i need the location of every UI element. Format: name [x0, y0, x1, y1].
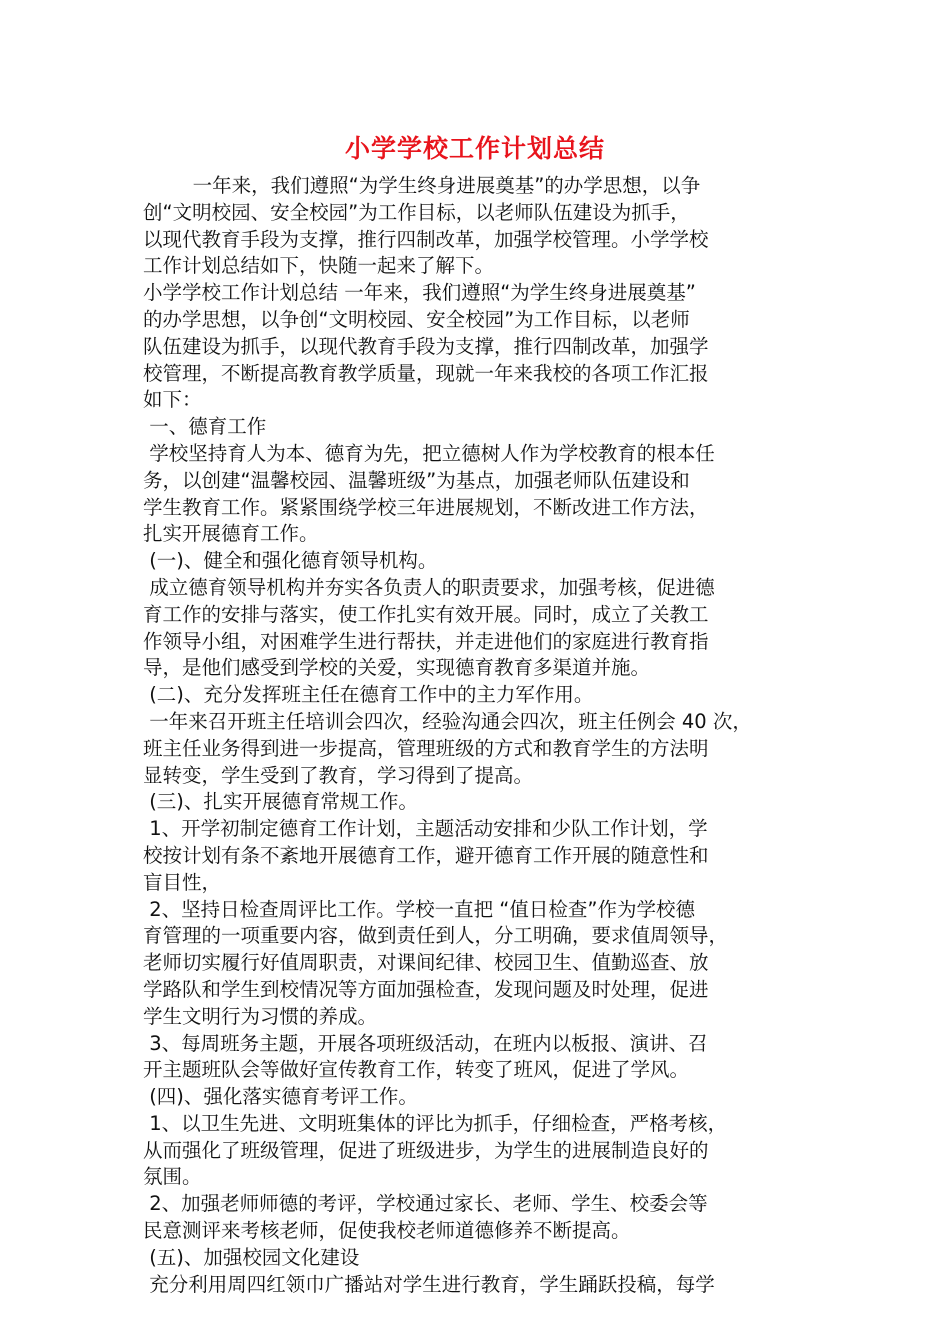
document-body	[143, 173, 823, 1298]
text-line: 学校坚持育人为本、德育为先，把立德树人作为学校教育的根本任	[143, 441, 715, 465]
text-line: 校管理，不断提高教育教学质量，现就一年来我校的各项工作汇报	[143, 361, 709, 385]
document-title: 小学学校工作计划总结	[344, 134, 605, 163]
text-line: 开主题班队会等做好宣传教育工作，转变了班风，促进了学风。	[143, 1058, 690, 1082]
text-line: 育工作的安排与落实，使工作扎实有效开展。同时，成立了关教工	[143, 602, 709, 626]
text-line: 小学学校工作计划总结 一年来，我们遵照“为学生终身进展奠基”	[143, 281, 696, 305]
text-line: 的办学思想，以争创“文明校园、安全校园”为工作目标，以老师	[143, 307, 690, 331]
text-line: 2、加强老师师德的考评，学校通过家长、老师、学生、校委会等	[143, 1192, 708, 1216]
text-line: 创“文明校园、安全校园”为工作目标，以老师队伍建设为抓手，	[143, 200, 690, 224]
text-line: 如下：	[143, 388, 202, 412]
text-line: 1、开学初制定德育工作计划，主题活动安排和少队工作计划，学	[143, 817, 708, 841]
text-line: 民意测评来考核老师，促使我校老师道德修养不断提高。	[143, 1219, 631, 1243]
text-line: 导，是他们感受到学校的关爱，实现德育教育多渠道并施。	[143, 656, 651, 680]
text-line: (四)、强化落实德育考评工作。	[143, 1085, 418, 1109]
text-line: 校按计划有条不紊地开展德育工作，避开德育工作开展的随意性和	[143, 843, 709, 867]
text-line: 工作计划总结如下，快随一起来了解下。	[143, 254, 495, 278]
text-line: 学生教育工作。紧紧围绕学校三年进展规划，不断改进工作方法，	[143, 495, 709, 519]
text-line: 作领导小组，对困难学生进行帮扶，并走进他们的家庭进行教育指	[143, 629, 709, 653]
text-line: 盲目性，	[143, 870, 222, 894]
text-line: 3、每周班务主题，开展各项班级活动，在班内以板报、演讲、召	[143, 1031, 708, 1055]
text-line: 以现代教育手段为支撑，推行四制改革，加强学校管理。小学学校	[143, 227, 709, 251]
text-line: 充分利用周四红领巾广播站对学生进行教育，学生踊跃投稿，每学	[143, 1272, 715, 1296]
text-line: 班主任业务得到进一步提高，管理班级的方式和教育学生的方法明	[143, 736, 709, 760]
text-line: 育管理的一项重要内容，做到责任到人，分工明确，要求值周领导，	[143, 924, 729, 948]
text-line: (二)、充分发挥班主任在德育工作中的主力军作用。	[143, 683, 594, 707]
text-line: 一、德育工作	[143, 415, 267, 439]
text-line: 队伍建设为抓手，以现代教育手段为支撑，推行四制改革，加强学	[143, 334, 709, 358]
text-line: 老师切实履行好值周职责，对课间纪律、校园卫生、值勤巡查、放	[143, 951, 709, 975]
text-line: 1、以卫生先进、文明班集体的评比为抓手，仔细检查，严格考核，	[143, 1111, 728, 1135]
text-line: 一年来召开班主任培训会四次，经验沟通会四次，班主任例会 40 次，	[143, 709, 752, 733]
text-line: 氛围。	[143, 1165, 202, 1189]
text-line: 一年来，我们遵照“为学生终身进展奠基”的办学思想，以争	[143, 174, 701, 197]
text-line: 扎实开展德育工作。	[143, 522, 319, 546]
text-line: (三)、扎实开展德育常规工作。	[143, 790, 418, 814]
text-line: 成立德育领导机构并夯实各负责人的职责要求，加强考核，促进德	[143, 575, 715, 599]
text-line: 从而强化了班级管理，促进了班级进步，为学生的进展制造良好的	[143, 1138, 709, 1162]
text-line: 2、坚持日检查周评比工作。学校一直把 “值日检查”作为学校德	[143, 897, 696, 921]
text-line: (五)、加强校园文化建设	[143, 1245, 360, 1269]
text-line: (一)、健全和强化德育领导机构。	[143, 549, 438, 573]
text-line: 显转变，学生受到了教育，学习得到了提高。	[143, 763, 534, 787]
text-line: 务，以创建“温馨校园、温馨班级”为基点，加强老师队伍建设和	[143, 468, 690, 492]
text-line: 学路队和学生到校情况等方面加强检查，发现问题及时处理，促进	[143, 977, 709, 1001]
text-line: 学生文明行为习惯的养成。	[143, 1004, 378, 1028]
